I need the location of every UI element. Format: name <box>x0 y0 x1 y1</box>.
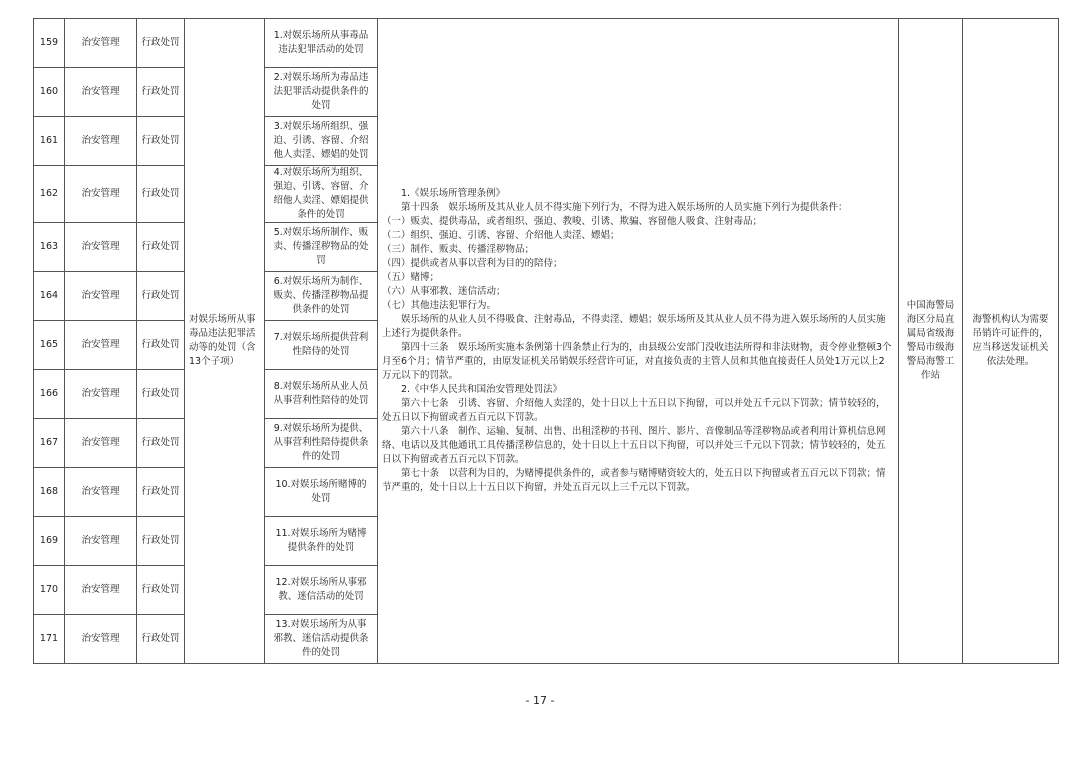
basis-line: （一）贩卖、提供毒品，或者组织、强迫、教唆、引诱、欺骗、容留他人吸食、注射毒品； <box>382 216 763 227</box>
sub-item-cell: 8.对娱乐场所从业人员从事营利性陪侍的处罚 <box>265 370 378 419</box>
row-number: 168 <box>34 468 65 517</box>
row-type: 行政处罚 <box>137 223 185 272</box>
row-number: 164 <box>34 272 65 321</box>
basis-line: 2.《中华人民共和国治安管理处罚法》 <box>401 384 563 395</box>
row-category: 治安管理 <box>65 68 137 117</box>
row-number: 170 <box>34 566 65 615</box>
basis-line: （四）提供或者从事以营利为目的的陪侍； <box>382 258 563 269</box>
row-number: 171 <box>34 615 65 664</box>
legal-basis-cell <box>378 19 899 664</box>
row-number: 162 <box>34 166 65 223</box>
basis-line: （二）组织、强迫、引诱、容留、介绍他人卖淫、嫖娼； <box>382 230 620 241</box>
sub-item-cell: 5.对娱乐场所制作、贩卖、传播淫秽物品的处罚 <box>265 223 378 272</box>
row-category: 治安管理 <box>65 117 137 166</box>
sub-item-cell: 13.对娱乐场所为从事邪教、迷信活动提供条件的处罚 <box>265 615 378 664</box>
remark-cell: 海警机构认为需要吊销许可证件的，应当移送发证机关依法处理。 <box>963 19 1059 664</box>
row-type: 行政处罚 <box>137 615 185 664</box>
table-row <box>34 19 1059 68</box>
sub-item-cell: 3.对娱乐场所组织、强迫、引诱、容留、介绍他人卖淫、嫖娼的处罚 <box>265 117 378 166</box>
row-type: 行政处罚 <box>137 468 185 517</box>
row-category: 治安管理 <box>65 321 137 370</box>
row-category: 治安管理 <box>65 566 137 615</box>
basis-line: （五）赌博； <box>382 272 440 283</box>
sub-item-cell: 1.对娱乐场所从事毒品违法犯罪活动的处罚 <box>265 19 378 68</box>
row-category: 治安管理 <box>65 370 137 419</box>
parent-item-cell: 对娱乐场所从事毒品违法犯罪活动等的处罚（含13个子项） <box>185 19 265 664</box>
basis-line: 第四十三条 娱乐场所实施本条例第十四条禁止行为的，由县级公安部门没收违法所得和非法财物，责令停业整顿3个月至6个月；情节严重的，由原发证机关吊销娱乐经营许可证，对直接负责的主管人员和其他直接责任人员处1万元以上2万元以下的罚款。 <box>382 342 892 381</box>
basis-line: 第十四条 娱乐场所及其从业人员不得实施下列行为，不得为进入娱乐场所的人员实施下列行为提供条件： <box>401 202 848 213</box>
row-category: 治安管理 <box>65 19 137 68</box>
basis-line: 第六十八条 制作、运输、复制、出售、出租淫秽的书刊、图片、影片、音像制品等淫秽物品或者利用计算机信息网络、电话以及其他通讯工具传播淫秽信息的，处十日以上十五日以下拘留，可以并处三千元以下罚款；情节较轻的，处五日以下拘留或者五百元以下罚款。 <box>382 426 886 465</box>
sub-item-cell: 4.对娱乐场所为组织、强迫、引诱、容留、介绍他人卖淫、嫖娼提供条件的处罚 <box>265 166 378 223</box>
power-list-table <box>33 18 1059 664</box>
row-type: 行政处罚 <box>137 68 185 117</box>
sub-item-cell: 9.对娱乐场所为提供、从事营利性陪侍提供条件的处罚 <box>265 419 378 468</box>
sub-item-cell: 10.对娱乐场所赌博的处罚 <box>265 468 378 517</box>
row-type: 行政处罚 <box>137 566 185 615</box>
row-number: 169 <box>34 517 65 566</box>
sub-item-cell: 7.对娱乐场所提供营利性陪侍的处罚 <box>265 321 378 370</box>
basis-line: 第六十七条 引诱、容留、介绍他人卖淫的，处十日以上十五日以下拘留，可以并处五千元以下罚款；情节较轻的，处五日以下拘留或者五百元以下罚款。 <box>382 398 886 423</box>
row-number: 165 <box>34 321 65 370</box>
row-number: 159 <box>34 19 65 68</box>
row-category: 治安管理 <box>65 468 137 517</box>
basis-line: （六）从事邪教、迷信活动； <box>382 286 506 297</box>
implementing-authority-cell: 中国海警局海区分局直属局省级海警局市级海警局海警工作站 <box>899 19 963 664</box>
row-type: 行政处罚 <box>137 117 185 166</box>
row-number: 163 <box>34 223 65 272</box>
basis-line: 娱乐场所的从业人员不得吸食、注射毒品，不得卖淫、嫖娼；娱乐场所及其从业人员不得为进入娱乐场所的人员实施上述行为提供条件。 <box>382 314 886 339</box>
row-number: 161 <box>34 117 65 166</box>
sub-item-cell: 12.对娱乐场所从事邪教、迷信活动的处罚 <box>265 566 378 615</box>
page-number: - 17 - <box>525 694 555 707</box>
row-type: 行政处罚 <box>137 370 185 419</box>
sub-item-cell: 11.对娱乐场所为赌博提供条件的处罚 <box>265 517 378 566</box>
row-category: 治安管理 <box>65 272 137 321</box>
row-type: 行政处罚 <box>137 419 185 468</box>
sub-item-cell: 6.对娱乐场所为制作、贩卖、传播淫秽物品提供条件的处罚 <box>265 272 378 321</box>
sub-item-cell: 2.对娱乐场所为毒品违法犯罪活动提供条件的处罚 <box>265 68 378 117</box>
row-category: 治安管理 <box>65 615 137 664</box>
row-number: 160 <box>34 68 65 117</box>
basis-line: 1.《娱乐场所管理条例》 <box>401 188 506 199</box>
row-category: 治安管理 <box>65 517 137 566</box>
row-category: 治安管理 <box>65 419 137 468</box>
basis-line: 第七十条 以营利为目的，为赌博提供条件的，或者参与赌博赌资较大的，处五日以下拘留或者五百元以下罚款；情节严重的，处十日以上十五日以下拘留，并处五百元以上三千元以下罚款。 <box>382 468 886 493</box>
row-type: 行政处罚 <box>137 517 185 566</box>
row-number: 166 <box>34 370 65 419</box>
row-type: 行政处罚 <box>137 321 185 370</box>
row-category: 治安管理 <box>65 166 137 223</box>
row-number: 167 <box>34 419 65 468</box>
row-category: 治安管理 <box>65 223 137 272</box>
basis-line: （三）制作、贩卖、传播淫秽物品； <box>382 244 535 255</box>
basis-line: （七）其他违法犯罪行为。 <box>382 300 497 311</box>
row-type: 行政处罚 <box>137 19 185 68</box>
row-type: 行政处罚 <box>137 166 185 223</box>
row-type: 行政处罚 <box>137 272 185 321</box>
